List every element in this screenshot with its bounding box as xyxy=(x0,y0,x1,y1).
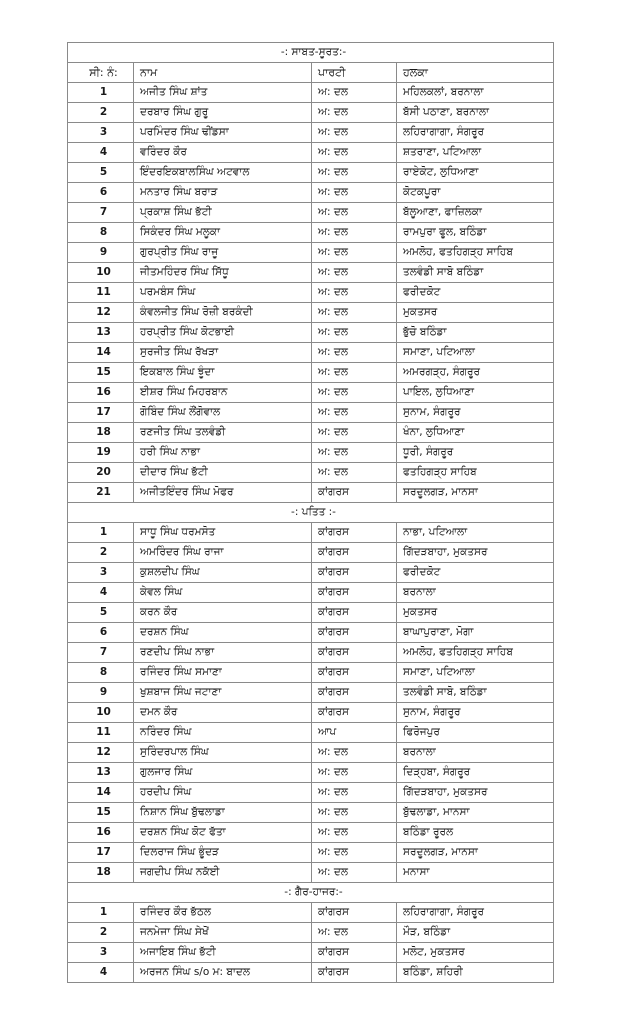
constituency: ਖੰਨਾ, ਲੁਧਿਆਣਾ xyxy=(397,423,554,443)
member-name: ਜਗਦੀਪ ਸਿੰਘ ਨਕੱਈ xyxy=(134,863,312,883)
serial-number: 4 xyxy=(68,143,134,163)
serial-number: 18 xyxy=(68,863,134,883)
party: ਕਾਂਗਰਸ xyxy=(312,563,397,583)
constituency: ਸਮਾਣਾ, ਪਟਿਆਲਾ xyxy=(397,343,554,363)
member-name: ਕਰਨ ਕੌਰ xyxy=(134,603,312,623)
constituency: ਸਰਦੂਲਗੜ, ਮਾਨਸਾ xyxy=(397,483,554,503)
table-row xyxy=(68,263,554,283)
table-row xyxy=(68,183,554,203)
serial-number: 1 xyxy=(68,903,134,923)
table-row xyxy=(68,383,554,403)
member-name: ਗੋਬਿੰਦ ਸਿੰਘ ਲੌਂਗੋਵਾਲ xyxy=(134,403,312,423)
table-row xyxy=(68,543,554,563)
table-row xyxy=(68,703,554,723)
serial-number: 8 xyxy=(68,663,134,683)
table-row xyxy=(68,363,554,383)
party: ਅ: ਦਲ xyxy=(312,163,397,183)
member-name: ਪਰਮਬੰਸ ਸਿੰਘ xyxy=(134,283,312,303)
serial-number: 3 xyxy=(68,123,134,143)
member-name: ਇਕਬਾਲ ਸਿੰਘ ਝੂੰਦਾ xyxy=(134,363,312,383)
party: ਅ: ਦਲ xyxy=(312,243,397,263)
member-name: ਨਿਸ਼ਾਨ ਸਿੰਘ ਬੁੱਢਲਾਡਾ xyxy=(134,803,312,823)
party: ਅ: ਦਲ xyxy=(312,463,397,483)
serial-number: 19 xyxy=(68,443,134,463)
serial-number: 6 xyxy=(68,183,134,203)
serial-number: 9 xyxy=(68,683,134,703)
constituency: ਫਰੀਦਕੋਟ xyxy=(397,283,554,303)
constituency: ਫਿਰੋਜਪੁਰ xyxy=(397,723,554,743)
table-row xyxy=(68,463,554,483)
members-table-body xyxy=(68,43,554,983)
constituency: ਤਲਵੰਡੀ ਸਾਬੋ, ਬਠਿੰਡਾ xyxy=(397,683,554,703)
party: ਅ: ਦਲ xyxy=(312,423,397,443)
table-row xyxy=(68,203,554,223)
table-row xyxy=(68,563,554,583)
constituency: ਕੋਟਕਪੂਰਾ xyxy=(397,183,554,203)
serial-number: 18 xyxy=(68,423,134,443)
constituency: ਲਹਿਰਾਗਾਗਾ, ਸੰਗਰੂਰ xyxy=(397,123,554,143)
section-title: -: ਪਤਿਤ :- xyxy=(68,503,554,523)
party: ਕਾਂਗਰਸ xyxy=(312,703,397,723)
member-name: ਦਰਸ਼ਨ ਸਿੰਘ xyxy=(134,623,312,643)
table-row xyxy=(68,643,554,663)
serial-number: 7 xyxy=(68,203,134,223)
party: ਅ: ਦਲ xyxy=(312,103,397,123)
serial-number: 14 xyxy=(68,343,134,363)
party: ਆਪ xyxy=(312,723,397,743)
party: ਕਾਂਗਰਸ xyxy=(312,943,397,963)
serial-number: 9 xyxy=(68,243,134,263)
party: ਕਾਂਗਰਸ xyxy=(312,643,397,663)
member-name: ਦਰਸ਼ਨ ਸਿੰਘ ਕੋਟ ਫੱਤਾ xyxy=(134,823,312,843)
table-row xyxy=(68,583,554,603)
party: ਅ: ਦਲ xyxy=(312,383,397,403)
table-row xyxy=(68,623,554,643)
constituency: ਸ਼ਤਰਾਣਾ, ਪਟਿਆਲਾ xyxy=(397,143,554,163)
party: ਕਾਂਗਰਸ xyxy=(312,663,397,683)
serial-number: 2 xyxy=(68,543,134,563)
member-name: ਅਜੀਤਇੰਦਰ ਸਿੰਘ ਮੋਫਰ xyxy=(134,483,312,503)
table-row xyxy=(68,443,554,463)
constituency: ਮਲੋਟ, ਮੁਕਤਸਰ xyxy=(397,943,554,963)
member-name: ਸਾਧੂ ਸਿੰਘ ਧਰਮਸੋਤ xyxy=(134,523,312,543)
party: ਅ: ਦਲ xyxy=(312,363,397,383)
party: ਅ: ਦਲ xyxy=(312,763,397,783)
constituency: ਮੌੜ, ਬਠਿੰਡਾ xyxy=(397,923,554,943)
serial-number: 4 xyxy=(68,963,134,983)
member-name: ਰਣਜੀਤ ਸਿੰਘ ਤਲਵੰਡੀ xyxy=(134,423,312,443)
constituency: ਗਿੱਦੜਬਾਹਾ, ਮੁਕਤਸਰ xyxy=(397,783,554,803)
constituency: ਬਾਘਾਪੁਰਾਣਾ, ਮੋਗਾ xyxy=(397,623,554,643)
party: ਅ: ਦਲ xyxy=(312,823,397,843)
member-name: ਗੁਰਪ੍ਰੀਤ ਸਿੰਘ ਰਾਜੂ xyxy=(134,243,312,263)
table-row xyxy=(68,103,554,123)
constituency: ਲਹਿਰਾਗਾਗਾ, ਸੰਗਰੂਰ xyxy=(397,903,554,923)
constituency: ਅਮਲੋਹ, ਫਤਹਿਗੜ੍ਹ ਸਾਹਿਬ xyxy=(397,643,554,663)
party: ਕਾਂਗਰਸ xyxy=(312,543,397,563)
member-name: ਹਰਪ੍ਰੀਤ ਸਿੰਘ ਕੋਟਭਾਈ xyxy=(134,323,312,343)
table-row xyxy=(68,403,554,423)
constituency: ਧੂਰੀ, ਸੰਗਰੂਰ xyxy=(397,443,554,463)
member-name: ਪਰਮਿੰਦਰ ਸਿੰਘ ਢੀਂਡਸਾ xyxy=(134,123,312,143)
member-name: ਅਮਰਿੰਦਰ ਸਿੰਘ ਰਾਜਾ xyxy=(134,543,312,563)
table-row xyxy=(68,903,554,923)
party: ਅ: ਦਲ xyxy=(312,303,397,323)
constituency: ਮਹਿਲਕਲਾਂ, ਬਰਨਾਲਾ xyxy=(397,83,554,103)
serial-number: 17 xyxy=(68,843,134,863)
serial-number: 14 xyxy=(68,783,134,803)
table-row xyxy=(68,143,554,163)
serial-number: 6 xyxy=(68,623,134,643)
constituency: ਬੱਲੂਆਣਾ, ਫਾਜ਼ਿਲਕਾ xyxy=(397,203,554,223)
party: ਕਾਂਗਰਸ xyxy=(312,583,397,603)
member-name: ਰਜਿੰਦਰ ਕੌਰ ਭੱਠਲ xyxy=(134,903,312,923)
table-row xyxy=(68,863,554,883)
serial-number: 1 xyxy=(68,83,134,103)
serial-number: 5 xyxy=(68,603,134,623)
party: ਕਾਂਗਰਸ xyxy=(312,903,397,923)
member-name: ਅਜੀਤ ਸਿੰਘ ਸ਼ਾਂਤ xyxy=(134,83,312,103)
table-row xyxy=(68,323,554,343)
constituency: ਰਾਏਕੋਟ, ਲੁਧਿਆਣਾ xyxy=(397,163,554,183)
member-name: ਦੀਦਾਰ ਸਿੰਘ ਭੱਟੀ xyxy=(134,463,312,483)
party: ਅ: ਦਲ xyxy=(312,263,397,283)
serial-number: 15 xyxy=(68,363,134,383)
table-row xyxy=(68,83,554,103)
table-row xyxy=(68,163,554,183)
party: ਕਾਂਗਰਸ xyxy=(312,483,397,503)
header-constituency: ਹਲਕਾ xyxy=(397,63,554,83)
member-name: ਦਿਲਰਾਜ ਸਿੰਘ ਭੂੰਦੜ xyxy=(134,843,312,863)
party: ਕਾਂਗਰਸ xyxy=(312,963,397,983)
table-row xyxy=(68,743,554,763)
member-name: ਹਰੀ ਸਿੰਘ ਨਾਭਾ xyxy=(134,443,312,463)
section-title: -: ਸਾਬਤ-ਸੂਰਤ:- xyxy=(68,43,554,63)
serial-number: 12 xyxy=(68,743,134,763)
table-row xyxy=(68,943,554,963)
table-row xyxy=(68,243,554,263)
constituency: ਸਮਾਣਾ, ਪਟਿਆਲਾ xyxy=(397,663,554,683)
constituency: ਦਿੜ੍ਹਬਾ, ਸੰਗਰੂਰ xyxy=(397,763,554,783)
party: ਅ: ਦਲ xyxy=(312,323,397,343)
header-name: ਨਾਮ xyxy=(134,63,312,83)
constituency: ਮਨਾਸਾ xyxy=(397,863,554,883)
constituency: ਅਮਲੋਹ, ਫਤਹਿਗੜ੍ਹ ਸਾਹਿਬ xyxy=(397,243,554,263)
constituency: ਮੁਕਤਸਰ xyxy=(397,303,554,323)
member-name: ਗੁਲਜਾਰ ਸਿੰਘ xyxy=(134,763,312,783)
member-name: ਕੁਸ਼ਲਦੀਪ ਸਿੰਘ xyxy=(134,563,312,583)
party: ਅ: ਦਲ xyxy=(312,783,397,803)
party: ਅ: ਦਲ xyxy=(312,863,397,883)
constituency: ਗਿੱਦੜਬਾਹਾ, ਮੁਕਤਸਰ xyxy=(397,543,554,563)
table-row xyxy=(68,803,554,823)
serial-number: 16 xyxy=(68,823,134,843)
member-name: ਰਣਦੀਪ ਸਿੰਘ ਨਾਭਾ xyxy=(134,643,312,663)
constituency: ਬੱਸੀ ਪਠਾਣਾ, ਬਰਨਾਲਾ xyxy=(397,103,554,123)
serial-number: 2 xyxy=(68,923,134,943)
table-row xyxy=(68,483,554,503)
party: ਕਾਂਗਰਸ xyxy=(312,683,397,703)
member-name: ਹਰਦੀਪ ਸਿੰਘ xyxy=(134,783,312,803)
serial-number: 3 xyxy=(68,943,134,963)
table-row xyxy=(68,223,554,243)
serial-number: 13 xyxy=(68,763,134,783)
member-name: ਦਰਬਾਰ ਸਿੰਘ ਗੁਰੂ xyxy=(134,103,312,123)
serial-number: 8 xyxy=(68,223,134,243)
party: ਅ: ਦਲ xyxy=(312,403,397,423)
serial-number: 20 xyxy=(68,463,134,483)
party: ਅ: ਦਲ xyxy=(312,803,397,823)
table-row xyxy=(68,123,554,143)
party: ਅ: ਦਲ xyxy=(312,343,397,363)
serial-number: 5 xyxy=(68,163,134,183)
constituency: ਫਰੀਦਕੋਟ xyxy=(397,563,554,583)
table-row xyxy=(68,723,554,743)
member-name: ਸੁਰਜੀਤ ਸਿੰਘ ਰੱਖੜਾ xyxy=(134,343,312,363)
constituency: ਸੁਨਾਮ, ਸੰਗਰੂਰ xyxy=(397,403,554,423)
table-row xyxy=(68,683,554,703)
member-name: ਦਮਨ ਕੌਰ xyxy=(134,703,312,723)
member-name: ਵਰਿੰਦਰ ਕੌਰ xyxy=(134,143,312,163)
table-row xyxy=(68,823,554,843)
party: ਕਾਂਗਰਸ xyxy=(312,603,397,623)
serial-number: 3 xyxy=(68,563,134,583)
member-name: ਸੁਰਿੰਦਰਪਾਲ ਸਿੰਘ xyxy=(134,743,312,763)
member-name: ਈਸ਼ਰ ਸਿੰਘ ਮਿਹਰਬਾਨ xyxy=(134,383,312,403)
section-title: -: ਗੈਰ-ਹਾਜਰ:- xyxy=(68,883,554,903)
member-name: ਕੰਵਲਜੀਤ ਸਿੰਘ ਰੋਜ਼ੀ ਬਰਕੰਦੀ xyxy=(134,303,312,323)
party: ਅ: ਦਲ xyxy=(312,183,397,203)
constituency: ਪਾਇਲ, ਲੁਧਿਆਣਾ xyxy=(397,383,554,403)
constituency: ਬੁੱਢਲਾਡਾ, ਮਾਨਸਾ xyxy=(397,803,554,823)
serial-number: 11 xyxy=(68,283,134,303)
constituency: ਤਲਵੰਡੀ ਸਾਬੋ ਬਠਿੰਡਾ xyxy=(397,263,554,283)
member-name: ਸਿਕੰਦਰ ਸਿੰਘ ਮਲੂਕਾ xyxy=(134,223,312,243)
member-name: ਪ੍ਰਕਾਸ਼ ਸਿੰਘ ਭੱਟੀ xyxy=(134,203,312,223)
party: ਅ: ਦਲ xyxy=(312,83,397,103)
constituency: ਮੁਕਤਸਰ xyxy=(397,603,554,623)
constituency: ਸੁਨਾਮ, ਸੰਗਰੂਰ xyxy=(397,703,554,723)
table-row xyxy=(68,763,554,783)
party: ਕਾਂਗਰਸ xyxy=(312,623,397,643)
party: ਅ: ਦਲ xyxy=(312,743,397,763)
serial-number: 13 xyxy=(68,323,134,343)
party: ਅ: ਦਲ xyxy=(312,843,397,863)
constituency: ਸਰਦੂਲਗੜ, ਮਾਨਸਾ xyxy=(397,843,554,863)
table-row xyxy=(68,343,554,363)
serial-number: 10 xyxy=(68,263,134,283)
table-row xyxy=(68,423,554,443)
section-title-row xyxy=(68,43,554,63)
serial-number: 17 xyxy=(68,403,134,423)
serial-number: 15 xyxy=(68,803,134,823)
party: ਅ: ਦਲ xyxy=(312,143,397,163)
member-name: ਖੁਸ਼ਬਾਜ ਸਿੰਘ ਜਟਾਣਾ xyxy=(134,683,312,703)
member-name: ਇੰਦਰਇਕਬਾਲਸਿੰਘ ਅਟਵਾਲ xyxy=(134,163,312,183)
party: ਅ: ਦਲ xyxy=(312,203,397,223)
serial-number: 21 xyxy=(68,483,134,503)
header-serial-no: ਸੀ: ਨੰ: xyxy=(68,63,134,83)
constituency: ਬਠਿੰਡਾ ਰੂਰਲ xyxy=(397,823,554,843)
member-name: ਅਜਾਇਬ ਸਿੰਘ ਭੱਟੀ xyxy=(134,943,312,963)
table-row xyxy=(68,923,554,943)
constituency: ਅਮਰਗੜ੍ਹ, ਸੰਗਰੂਰ xyxy=(397,363,554,383)
constituency: ਬਰਨਾਲਾ xyxy=(397,583,554,603)
header-party: ਪਾਰਟੀ xyxy=(312,63,397,83)
table-row xyxy=(68,963,554,983)
party: ਅ: ਦਲ xyxy=(312,923,397,943)
section-title-row xyxy=(68,503,554,523)
header-row xyxy=(68,63,554,83)
member-name: ਰਜਿੰਦਰ ਸਿੰਘ ਸਮਾਣਾ xyxy=(134,663,312,683)
party: ਅ: ਦਲ xyxy=(312,283,397,303)
member-name: ਮਨਤਾਰ ਸਿੰਘ ਬਰਾੜ xyxy=(134,183,312,203)
member-name: ਕੇਵਲ ਸਿੰਘ xyxy=(134,583,312,603)
table-row xyxy=(68,783,554,803)
table-row xyxy=(68,523,554,543)
serial-number: 1 xyxy=(68,523,134,543)
constituency: ਫਤਹਿਗੜ੍ਹ ਸਾਹਿਬ xyxy=(397,463,554,483)
party: ਅ: ਦਲ xyxy=(312,223,397,243)
table-row xyxy=(68,663,554,683)
serial-number: 12 xyxy=(68,303,134,323)
serial-number: 16 xyxy=(68,383,134,403)
table-row xyxy=(68,303,554,323)
member-name: ਅਰਜਨ ਸਿੰਘ s/o ਮ: ਬਾਦਲ xyxy=(134,963,312,983)
table-row xyxy=(68,283,554,303)
constituency: ਬਠਿੰਡਾ, ਸ਼ਹਿਰੀ xyxy=(397,963,554,983)
table-row xyxy=(68,843,554,863)
constituency: ਬਰਨਾਲਾ xyxy=(397,743,554,763)
section-title-row xyxy=(68,883,554,903)
party: ਅ: ਦਲ xyxy=(312,123,397,143)
table-row xyxy=(68,603,554,623)
party: ਕਾਂਗਰਸ xyxy=(312,523,397,543)
serial-number: 11 xyxy=(68,723,134,743)
serial-number: 7 xyxy=(68,643,134,663)
constituency: ਰਾਮਪੁਰਾ ਫੂਲ, ਬਠਿੰਡਾ xyxy=(397,223,554,243)
party: ਅ: ਦਲ xyxy=(312,443,397,463)
members-table xyxy=(67,42,554,983)
member-name: ਨਰਿੰਦਰ ਸਿੰਘ xyxy=(134,723,312,743)
constituency: ਭੁੱਚੋ ਬਠਿੰਡਾ xyxy=(397,323,554,343)
constituency: ਨਾਭਾ, ਪਟਿਆਲਾ xyxy=(397,523,554,543)
member-name: ਜਨਮੇਜਾ ਸਿੰਘ ਸੇਖੋਂ xyxy=(134,923,312,943)
serial-number: 10 xyxy=(68,703,134,723)
serial-number: 4 xyxy=(68,583,134,603)
member-name: ਜੀਤਮਹਿੰਦਰ ਸਿੰਘ ਸਿੱਧੂ xyxy=(134,263,312,283)
serial-number: 2 xyxy=(68,103,134,123)
